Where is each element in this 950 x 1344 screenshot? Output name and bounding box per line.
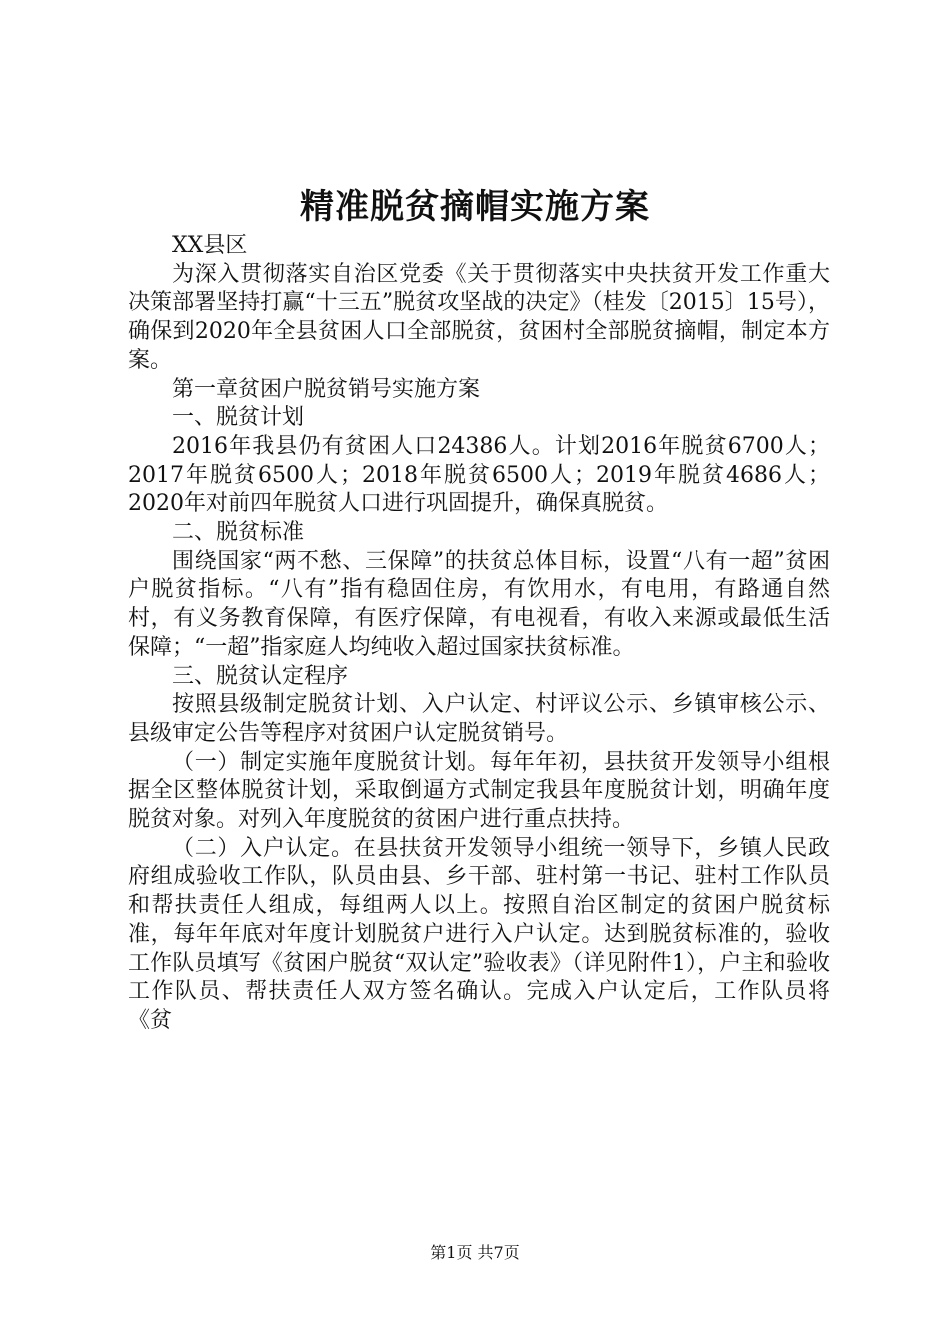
section-heading-plan: 一、脱贫计划 [172, 405, 305, 431]
paragraph-region: XX县区 [172, 233, 248, 258]
paragraph-step-one: （一）制定实施年度脱贫计划。每年年初，县扶贫开发领导小组根据全区整体脱贫计划，采取倒逼方式制定我县年度脱贫计划，明确年度脱贫对象。对列入年度脱贫的贫困户进行重点扶持。 [128, 749, 830, 833]
paragraph-procedure: 按照县级制定脱贫计划、入户认定、村评议公示、乡镇审核公示、县级审定公告等程序对贫困户认定脱贫销号。 [128, 692, 830, 746]
paragraph-standard: 围绕国家“两不愁、三保障”的扶贫总体目标，设置“八有一超”贫困户脱贫指标。“八有”指有稳固住房，有饮用水，有电用，有路通自然村，有义务教育保障，有医疗保障，有电视看，有收入来源或最低生活保障；“一超”指家庭人均纯收入超过国家扶贫标准。 [128, 548, 830, 660]
chapter-heading: 第一章贫困户脱贫销号实施方案 [172, 376, 481, 402]
paragraph-plan: 2016年我县仍有贫困人口24386人。计划2016年脱贫6700人；2017年脱贫6500人；2018年脱贫6500人；2019年脱贫4686人；2020年对前四年脱贫人口进行巩固提升，确保真脱贫。 [128, 433, 830, 517]
section-heading-standard: 二、脱贫标准 [172, 520, 305, 546]
paragraph-step-two: （二）入户认定。在县扶贫开发领导小组统一领导下，乡镇人民政府组成验收工作队，队员由县、乡干部、驻村第一书记、驻村工作队员和帮扶责任人组成，每组两人以上。按照自治区制定的贫困户脱贫标准，每年年底对年度计划脱贫户进行入户认定。达到脱贫标准的，验收工作队员填写《贫困户脱贫“双认定”验收表》（详见附件1），户主和验收工作队员、帮扶责任人双方签名确认。完成入户认定后，工作队员将《贫 [128, 835, 830, 1033]
document-title: 精准脱贫摘帽实施方案 [300, 187, 650, 227]
page-number-footer: 第1页 共7页 [430, 1243, 520, 1262]
paragraph-intro: 为深入贯彻落实自治区党委《关于贯彻落实中央扶贫开发工作重大决策部署坚持打赢“十三五”脱贫攻坚战的决定》（桂发〔2015〕15号），确保到2020年全县贫困人口全部脱贫，贫困村全部脱贫摘帽，制定本方案。 [128, 261, 830, 373]
section-heading-procedure: 三、脱贫认定程序 [172, 663, 349, 689]
document-body [128, 232, 830, 1036]
